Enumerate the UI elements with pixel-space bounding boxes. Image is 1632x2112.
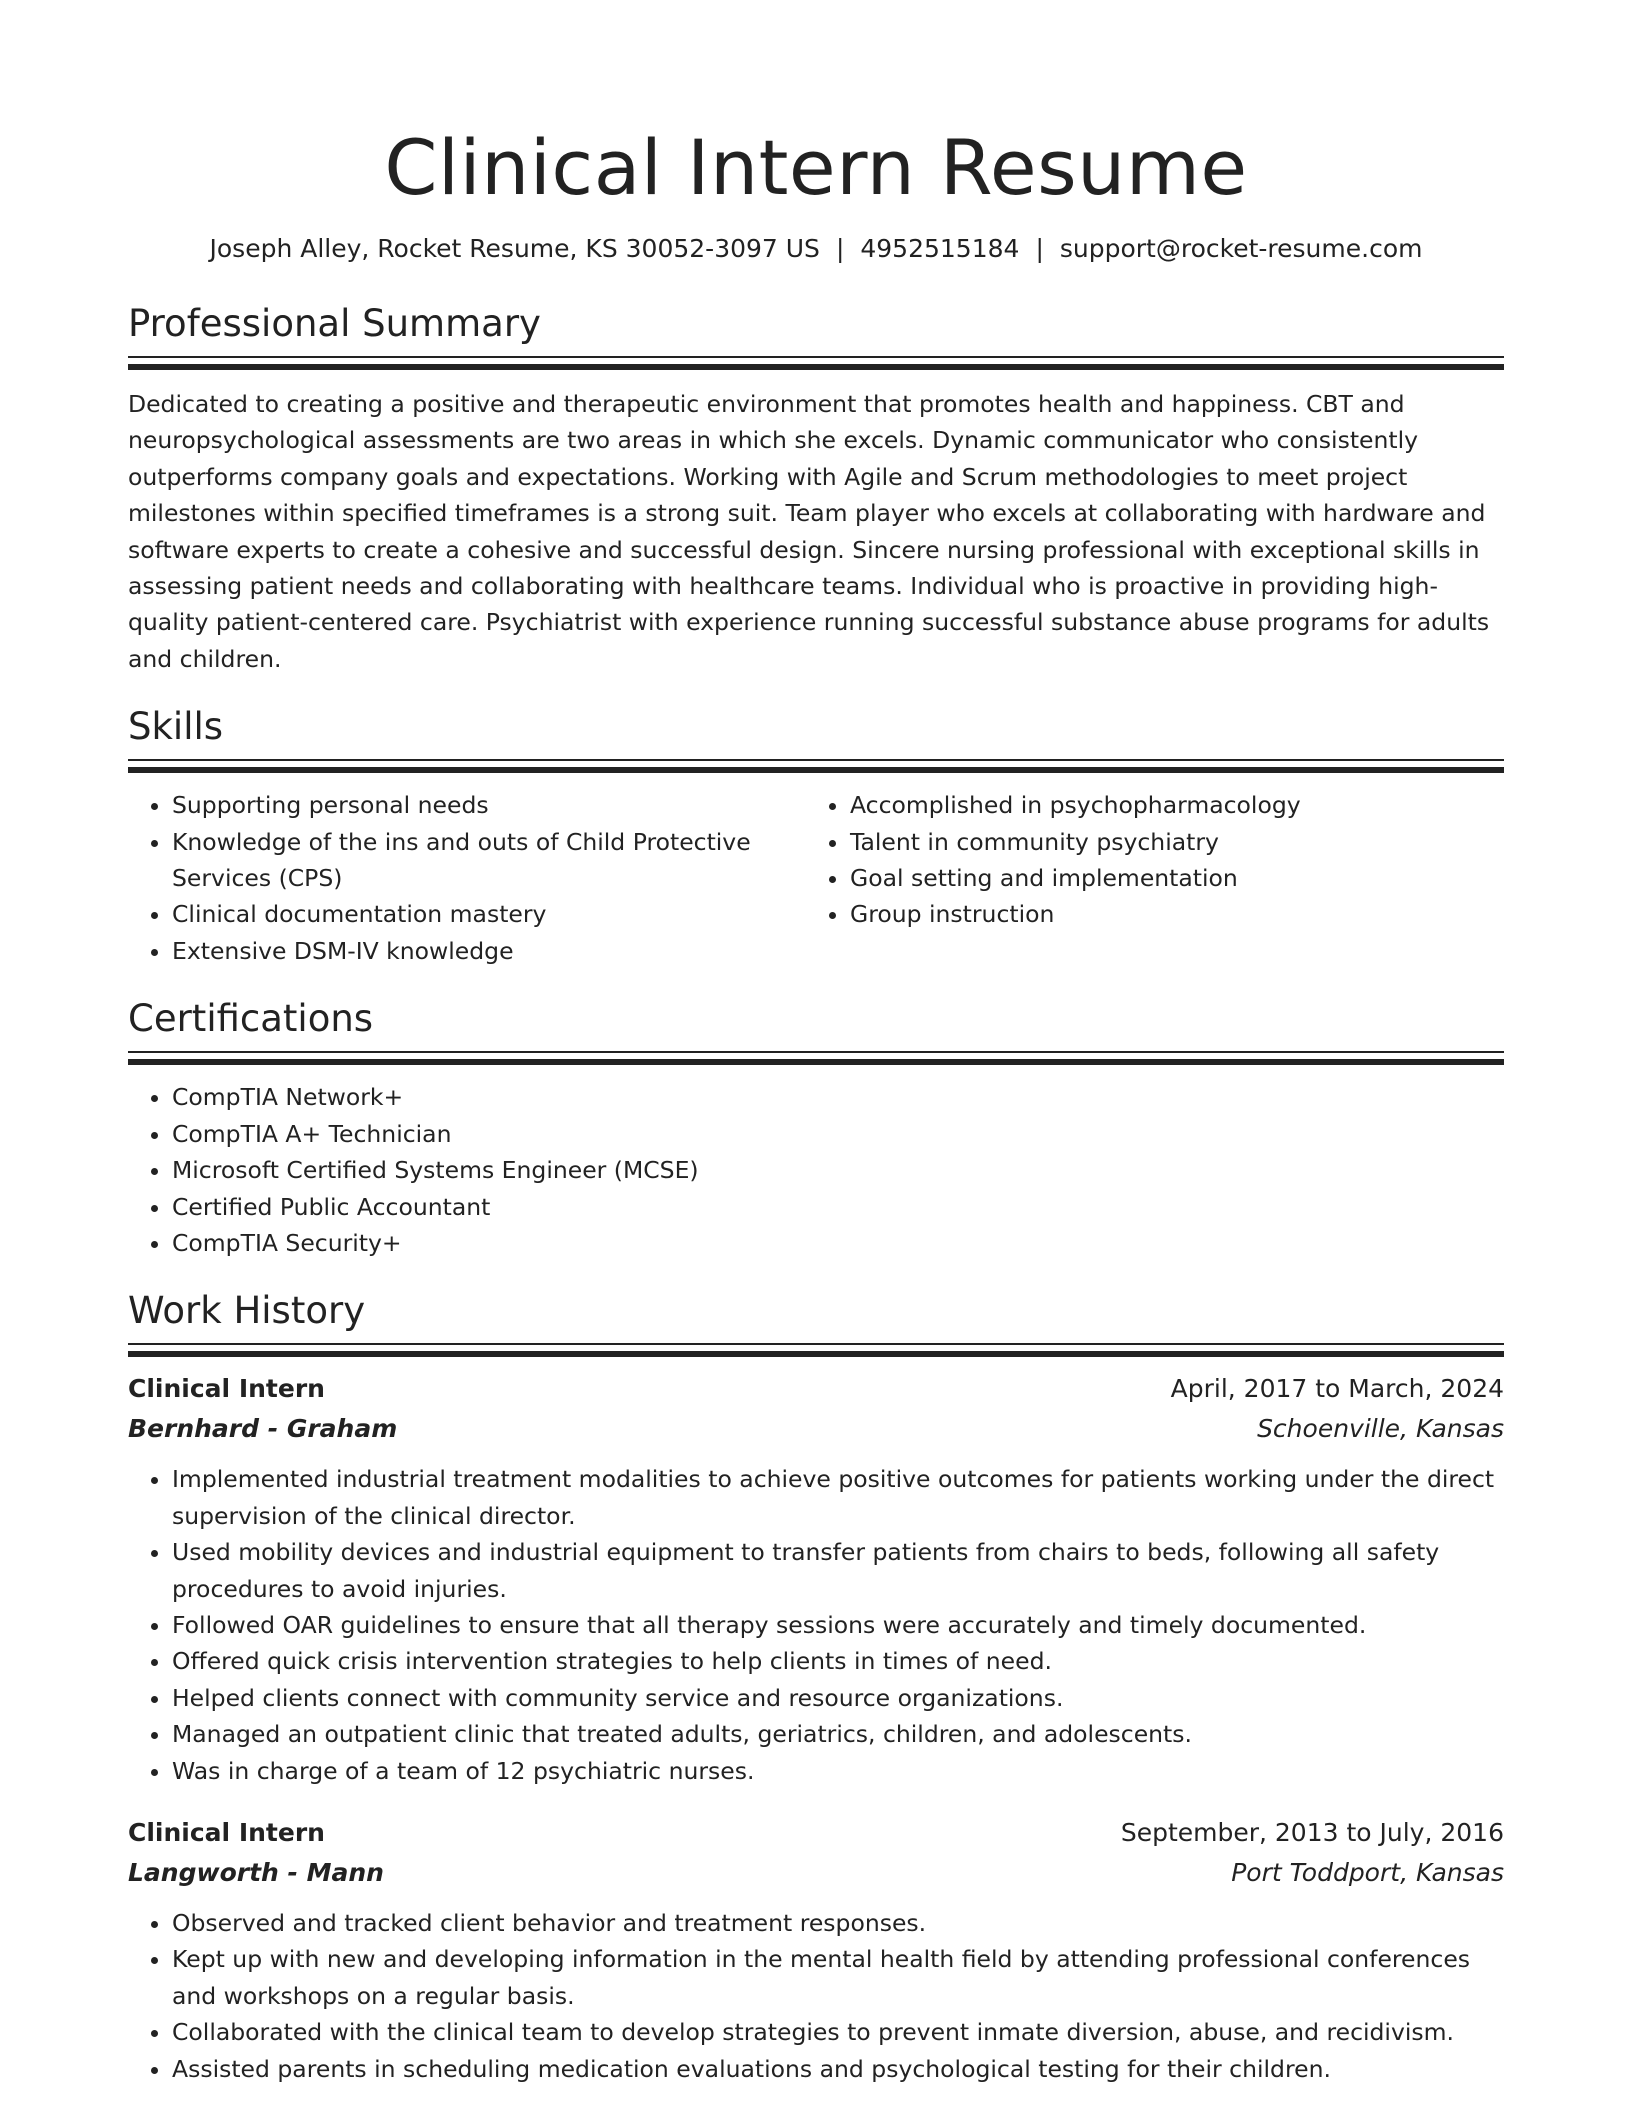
- job-bullet: • Collaborated with the clinical team to develop strategies to prevent inmate diversion, abuse, and recidivism.: [172, 2014, 1504, 2050]
- job-dates: September, 2013 to July, 2016: [1120, 1817, 1504, 1847]
- section-divider: [128, 1343, 1504, 1345]
- skill-item: • Clinical documentation mastery: [172, 896, 806, 932]
- job-bullet: • Helped clients connect with community service and resource organizations.: [172, 1680, 1504, 1716]
- job-bullet: • Implemented industrial treatment modalities to achieve positive outcomes for patients working under the direct supervision of the clinical director.: [172, 1461, 1504, 1534]
- certification-item: • CompTIA Network+: [172, 1079, 1504, 1115]
- section-divider: [128, 1351, 1504, 1357]
- certification-item: • CompTIA A+ Technician: [172, 1116, 1504, 1152]
- contact-phone: 4952515184: [860, 234, 1020, 263]
- job-subheader: [128, 1409, 1504, 1449]
- certification-item: • Certified Public Accountant: [172, 1189, 1504, 1225]
- certification-item: • Microsoft Certified Systems Engineer (MCSE): [172, 1152, 1504, 1188]
- job-header: [128, 1369, 1504, 1409]
- job-bullet: • Assisted parents in scheduling medication evaluations and psychological testing for their children.: [172, 2051, 1504, 2087]
- contact-address: Joseph Alley, Rocket Resume, KS 30052-3097 US: [209, 234, 820, 263]
- section-divider: [128, 1051, 1504, 1053]
- job-bullet: • Was in charge of a team of 12 psychiatric nurses.: [172, 1753, 1504, 1789]
- page-title: Clinical Intern Resume: [384, 123, 1248, 212]
- section-divider: [128, 759, 1504, 761]
- section-divider: [128, 1059, 1504, 1065]
- job-entry: [128, 1369, 1504, 1789]
- job-company: Bernhard - Graham: [128, 1414, 398, 1444]
- job-title: Clinical Intern: [128, 1817, 325, 1847]
- section-heading-skills: Skills: [128, 705, 224, 749]
- job-company: Langworth - Mann: [128, 1857, 384, 1887]
- section-heading-summary: Professional Summary: [128, 302, 541, 345]
- contact-email[interactable]: support@rocket-resume.com: [1059, 234, 1423, 263]
- section-divider: [128, 364, 1504, 370]
- summary-text: Dedicated to creating a positive and therapeutic environment that promotes health and happiness. CBT and neuropsychological assessments are two areas in which she excels. Dynamic communicator who consistently outperforms company goals and expectations. Working with Agile and Scrum methodologies to meet project milestones within specified timeframes is a strong suit. Team player who excels at collaborating with hardware and software experts to create a cohesive and successful design. Sincere nursing professional with exceptional skills in assessing patient needs and collaborating with healthcare teams. Individual who is proactive in providing high-quality patient-centered care. Psychiatrist with experience running successful substance abuse programs for adults and children.: [128, 390, 1490, 673]
- job-dates: April, 2017 to March, 2024: [1170, 1374, 1504, 1404]
- job-subheader: [128, 1853, 1504, 1893]
- job-bullets: [128, 1905, 1504, 2087]
- certification-item: • CompTIA Security+: [172, 1225, 1504, 1261]
- job-bullet: • Observed and tracked client behavior and treatment responses.: [172, 1905, 1504, 1941]
- skills-left-column: [128, 787, 806, 969]
- section-divider: [128, 356, 1504, 358]
- skill-item: • Accomplished in psychopharmacology: [850, 787, 1484, 823]
- contact-separator: |: [1035, 234, 1044, 263]
- section-heading-certifications: Certifications: [128, 997, 374, 1041]
- section-heading-work-history: Work History: [128, 1289, 366, 1333]
- job-location: Schoenville, Kansas: [1257, 1414, 1504, 1444]
- contact-line: [128, 232, 1504, 266]
- certifications-section: [128, 995, 1504, 1261]
- summary-section: [128, 300, 1504, 677]
- skills-section: [128, 703, 1504, 969]
- resume-page: [128, 0, 1504, 2087]
- job-bullet: • Managed an outpatient clinic that treated adults, geriatrics, children, and adolescents.: [172, 1716, 1504, 1752]
- job-title: Clinical Intern: [128, 1374, 325, 1404]
- work-history-section: [128, 1287, 1504, 2087]
- skill-item: • Talent in community psychiatry: [850, 824, 1484, 860]
- job-location: Port Toddport, Kansas: [1231, 1857, 1504, 1887]
- job-bullet: • Offered quick crisis intervention strategies to help clients in times of need.: [172, 1643, 1504, 1679]
- skill-item: • Group instruction: [850, 896, 1484, 932]
- job-bullet: • Kept up with new and developing information in the mental health field by attending professional conferences and workshops on a regular basis.: [172, 1941, 1504, 2014]
- job-entry: [128, 1813, 1504, 2087]
- section-divider: [128, 767, 1504, 773]
- skill-item: • Goal setting and implementation: [850, 860, 1484, 896]
- certifications-list: [128, 1079, 1504, 1261]
- skill-item: • Extensive DSM-IV knowledge: [172, 933, 806, 969]
- job-bullet: • Used mobility devices and industrial equipment to transfer patients from chairs to beds, following all safety procedures to avoid injuries.: [172, 1534, 1504, 1607]
- job-bullets: [128, 1461, 1504, 1789]
- skills-columns: [128, 787, 1504, 969]
- skills-right-column: [806, 787, 1484, 969]
- skill-item: • Knowledge of the ins and outs of Child Protective Services (CPS): [172, 824, 806, 897]
- skill-item: • Supporting personal needs: [172, 787, 806, 823]
- job-header: [128, 1813, 1504, 1853]
- contact-separator: |: [835, 234, 845, 263]
- job-bullet: • Followed OAR guidelines to ensure that all therapy sessions were accurately and timely documented.: [172, 1607, 1504, 1643]
